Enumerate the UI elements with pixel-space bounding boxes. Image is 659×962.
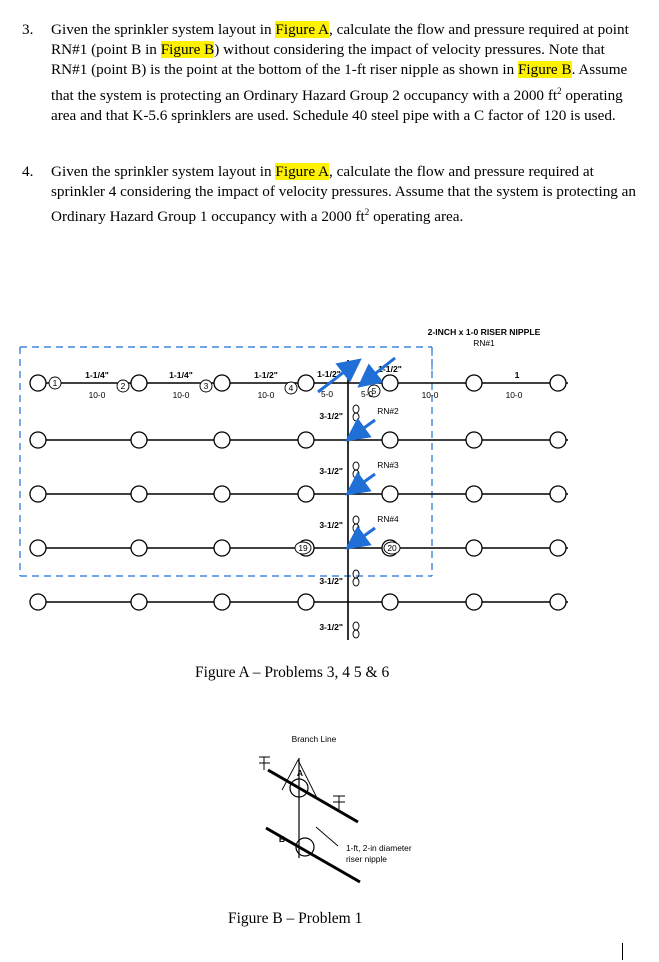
sprinkler [466, 375, 482, 391]
problem-3-number: 3. [22, 21, 34, 38]
sprinkler-number-4: 4 [288, 383, 294, 393]
problem-3 [22, 20, 642, 126]
point-a-label: A [296, 768, 304, 778]
pipe-size-label: 1-1/4" [169, 370, 193, 380]
riser-nipple-title: 2-INCH x 1-0 RISER NIPPLE [427, 327, 541, 337]
sprinkler [382, 594, 398, 610]
superscript: 2 [557, 85, 562, 96]
sprinkler [382, 375, 398, 391]
problem-3-text-part: , calculate the flow and pressure required at point RN#1 (point B in [51, 21, 629, 59]
sprinkler [30, 486, 46, 502]
pipe-size-label: 1-1/4" [85, 370, 109, 380]
sprinkler [466, 486, 482, 502]
sprinkler-number-1: 1 [52, 378, 58, 388]
sprinkler-head-symbol [259, 757, 345, 810]
main-size-label: 3-1/2" [319, 576, 343, 586]
sprinkler [298, 594, 314, 610]
rn4-label: RN#4 [377, 514, 399, 524]
problem-3-text-part: ) without considering the impact of velocity pressures. Note that RN#1 (point B) is the point at the bottom of the 1-ft riser nipple as shown in [51, 41, 605, 79]
sprinkler-number-20: 20 [387, 543, 397, 553]
sprinkler [30, 540, 46, 556]
point-b-label: B [278, 834, 286, 844]
sprinkler-number-19: 19 [298, 543, 308, 553]
problem-3-text-part: operating area and that K-5.6 sprinklers are used. Schedule 40 steel pipe with a C factor of 120 is used. [51, 86, 623, 124]
pipe-length-label: 10-0 [505, 390, 523, 400]
pipe-size-label: 1 [514, 370, 520, 380]
sprinkler [214, 486, 230, 502]
rn2-label: RN#2 [377, 406, 399, 416]
figure-a-reference: Figure A [275, 163, 329, 180]
sprinkler [298, 486, 314, 502]
problem-4-text [51, 162, 642, 228]
pipe-length-label: 10-0 [421, 390, 439, 400]
rn1-label: RN#1 [473, 338, 495, 348]
pipe-length-label: 5-0 [360, 389, 374, 399]
sprinkler-number-5: 5 [371, 386, 377, 396]
text-cursor [622, 943, 623, 960]
sprinkler [382, 432, 398, 448]
sprinkler [298, 375, 314, 391]
sprinkler [131, 594, 147, 610]
problem-4-text-part: Given the sprinkler system layout in [51, 163, 276, 180]
superscript: 2 [364, 207, 370, 218]
pipe-length-label: 5-0 [320, 389, 334, 399]
sprinkler [131, 432, 147, 448]
figure-a-reference: Figure A [275, 21, 329, 38]
figure-b-reference: Figure B [160, 41, 215, 59]
sprinkler [550, 540, 566, 556]
sprinkler [131, 375, 147, 391]
sprinklers [30, 375, 566, 610]
pipe-size-label: 1-1/2" [317, 369, 341, 379]
point-a-wedge [282, 760, 318, 800]
sprinkler [30, 432, 46, 448]
riser-note-line2: riser nipple [346, 854, 387, 864]
pipe-length-label: 10-0 [257, 390, 275, 400]
main-size-label: 3-1/2" [319, 466, 343, 476]
main-size-label: 3-1/2" [319, 411, 343, 421]
sprinkler [131, 486, 147, 502]
sprinkler [550, 432, 566, 448]
main-size-label: 3-1/2" [319, 622, 343, 632]
sprinkler [214, 375, 230, 391]
sprinkler-number-3: 3 [203, 381, 209, 391]
pipe-length-label: 10-0 [88, 390, 106, 400]
problem-4-number: 4. [22, 163, 34, 180]
sprinkler [466, 594, 482, 610]
riser-note-leader [316, 827, 338, 846]
pipe-size-label: 1-1/2" [378, 364, 402, 374]
sprinkler-number-2: 2 [120, 381, 126, 391]
figure-a-caption: Figure A – Problems 3, 4 5 & 6 [195, 664, 390, 681]
sprinkler [214, 594, 230, 610]
problem-4-text-part: operating area. [369, 208, 464, 226]
problem-3-text-part: Given the sprinkler system layout in [51, 21, 276, 38]
sprinkler [30, 594, 46, 610]
riser-note-line1: 1-ft, 2-in diameter [346, 843, 412, 853]
pipe-size-label: 1-1/2" [254, 370, 278, 380]
figure-b-diagram [0, 725, 659, 905]
problem-4-text-part: , calculate the flow and pressure required at sprinkler 4 considering the impact of velocity pressures. Assume that the system is protecting an Ordinary Hazard Group 1 occupancy with a 2000 ft [51, 163, 637, 226]
sprinkler [466, 540, 482, 556]
sprinkler [550, 486, 566, 502]
main-size-label: 3-1/2" [319, 520, 343, 530]
sprinkler [214, 540, 230, 556]
sprinkler [131, 540, 147, 556]
sprinkler [466, 432, 482, 448]
problem-3-text [51, 20, 642, 126]
sprinkler [214, 432, 230, 448]
figure-a-diagram [0, 320, 659, 650]
pipe-length-label: 10-0 [172, 390, 190, 400]
problem-3-text-part: . Assume that the system is protecting an Ordinary Hazard Group 2 occupancy with a 2000 ft [51, 61, 628, 104]
sprinkler [298, 432, 314, 448]
problem-4 [22, 162, 642, 228]
rn3-label: RN#3 [377, 460, 399, 470]
figure-b-caption: Figure B – Problem 1 [228, 910, 363, 927]
branch-line-label: Branch Line [291, 734, 337, 744]
sprinkler [30, 375, 46, 391]
figure-b-reference: Figure B [517, 61, 572, 79]
sprinkler [550, 375, 566, 391]
sprinkler [550, 594, 566, 610]
sprinkler [382, 486, 398, 502]
